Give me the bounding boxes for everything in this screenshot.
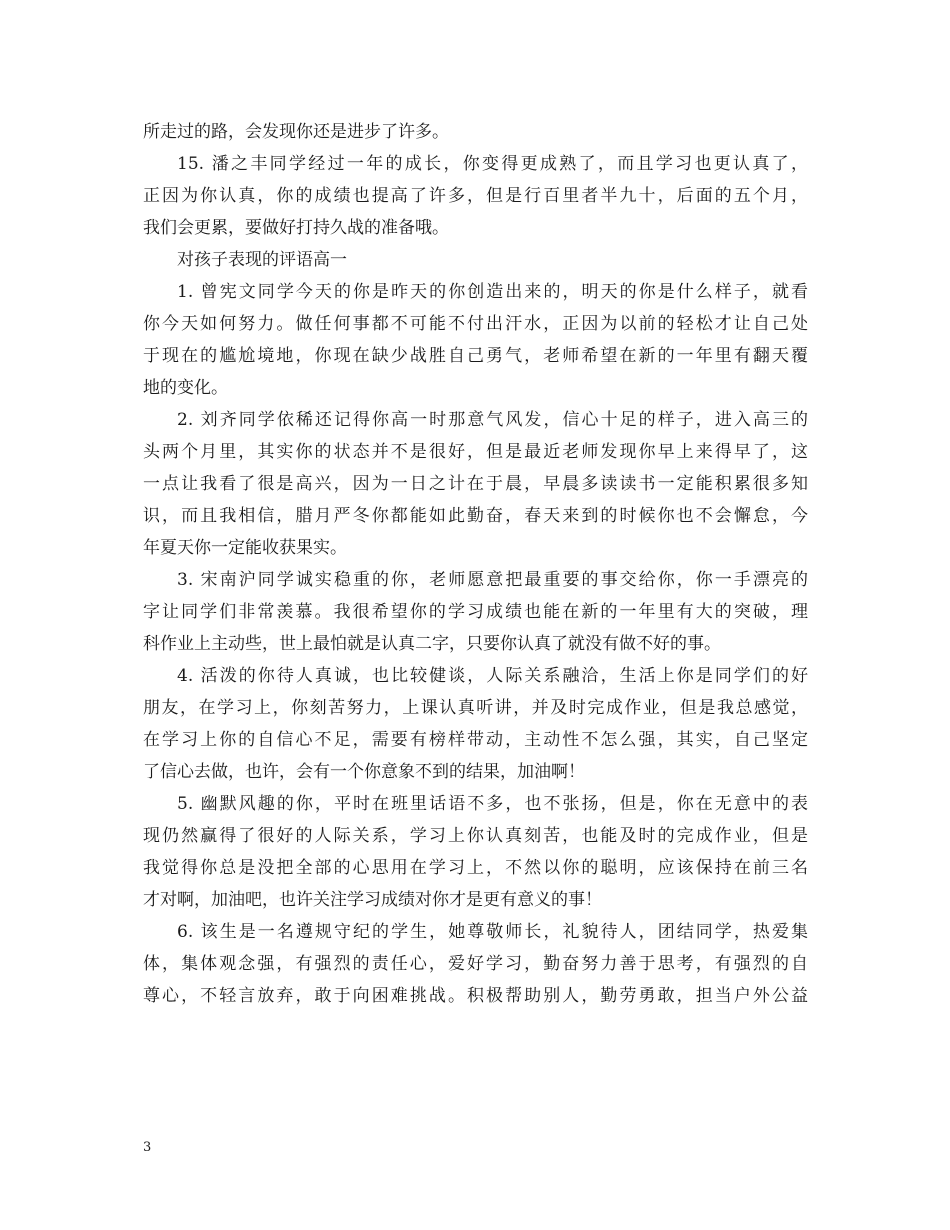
text-line: 5. 幽默风趣的你，平时在班里话语不多，也不张扬，但是，你在无意中的表 bbox=[177, 794, 808, 814]
text-line: 体，集体观念强，有强烈的责任心，爱好学习，勤奋努力善于思考，有强烈的自 bbox=[143, 954, 808, 974]
text-line: 才对啊，加油吧，也许关注学习成绩对你才是更有意义的事！ bbox=[143, 890, 602, 910]
text-line: 于现在的尴尬境地，你现在缺少战胜自己勇气，老师希望在新的一年里有翻天覆 bbox=[143, 346, 808, 366]
body-text bbox=[143, 116, 808, 1012]
text-line: 年夏天你一定能收获果实。 bbox=[143, 538, 347, 558]
text-line: 朋友，在学习上，你刻苦努力，上课认真听讲，并及时完成作业，但是我总感觉， bbox=[143, 698, 808, 718]
text-line: 头两个月里，其实你的状态并不是很好，但是最近老师发现你早上来得早了，这 bbox=[143, 442, 808, 462]
text-line: 3. 宋南沪同学诚实稳重的你，老师愿意把最重要的事交给你，你一手漂亮的 bbox=[177, 570, 808, 590]
text-line: 地的变化。 bbox=[143, 378, 228, 398]
text-line: 2. 刘齐同学依稀还记得你高一时那意气风发，信心十足的样子，进入高三的 bbox=[177, 410, 808, 430]
text-line: 你今天如何努力。做任何事都不可能不付出汗水，正因为以前的轻松才让自己处 bbox=[143, 314, 808, 334]
text-line: 我觉得你总是没把全部的心思用在学习上，不然以你的聪明，应该保持在前三名 bbox=[143, 858, 808, 878]
page-number: 3 bbox=[143, 1140, 152, 1155]
section-heading: 对孩子表现的评语高一 bbox=[177, 250, 347, 270]
text-line: 6. 该生是一名遵规守纪的学生，她尊敬师长，礼貌待人，团结同学，热爱集 bbox=[177, 922, 808, 942]
text-line: 识，而且我相信，腊月严冬你都能如此勤奋，春天来到的时候你也不会懈怠，今 bbox=[143, 506, 808, 526]
text-line: 一点让我看了很是高兴，因为一日之计在于晨，早晨多读读书一定能积累很多知 bbox=[143, 474, 808, 494]
text-line: 4. 活泼的你待人真诚，也比较健谈，人际关系融洽，生活上你是同学们的好 bbox=[177, 666, 808, 686]
text-line: 现仍然赢得了很好的人际关系，学习上你认真刻苦，也能及时的完成作业，但是 bbox=[143, 826, 808, 846]
text-line: 字让同学们非常羡慕。我很希望你的学习成绩也能在新的一年里有大的突破，理 bbox=[143, 602, 808, 622]
text-line: 科作业上主动些，世上最怕就是认真二字，只要你认真了就没有做不好的事。 bbox=[143, 634, 721, 654]
text-line: 我们会更累，要做好打持久战的准备哦。 bbox=[143, 218, 449, 238]
text-line: 1. 曾宪文同学今天的你是昨天的你创造出来的，明天的你是什么样子，就看 bbox=[177, 282, 808, 302]
text-line: 正因为你认真，你的成绩也提高了许多，但是行百里者半九十，后面的五个月， bbox=[143, 186, 808, 206]
text-line: 在学习上你的自信心不足，需要有榜样带动，主动性不怎么强，其实，自己坚定 bbox=[143, 730, 808, 750]
text-line: 15. 潘之丰同学经过一年的成长，你变得更成熟了，而且学习也更认真了， bbox=[177, 154, 808, 174]
text-line: 所走过的路，会发现你还是进步了许多。 bbox=[143, 122, 449, 142]
text-line: 尊心，不轻言放弃，敢于向困难挑战。积极帮助别人，勤劳勇敢，担当户外公益 bbox=[143, 986, 808, 1006]
text-line: 了信心去做，也许，会有一个你意象不到的结果，加油啊！ bbox=[143, 762, 585, 782]
